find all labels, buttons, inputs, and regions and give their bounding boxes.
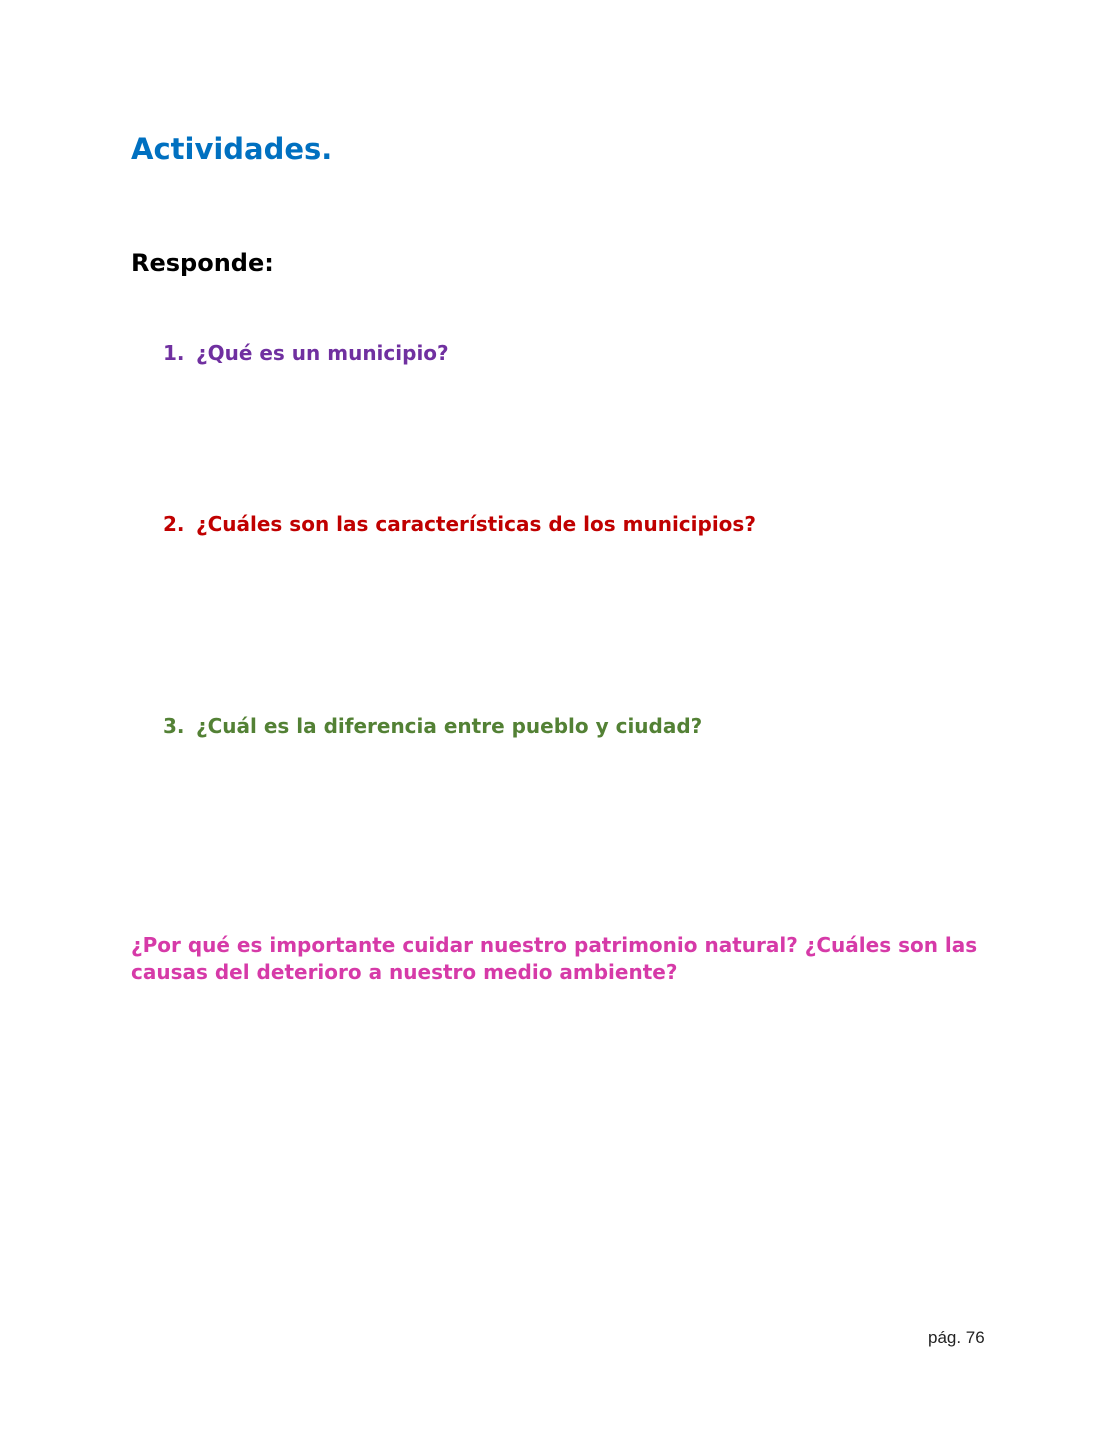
question-item-2 [163,512,756,536]
question-item-1 [163,341,449,365]
page-number: pág. 76 [928,1328,985,1347]
final-question: ¿Por qué es importante cuidar nuestro patrimonio natural? ¿Cuáles son las causas del deterioro a nuestro medio ambiente? [131,933,978,984]
question-number: 2. [163,512,185,536]
question-item-3 [163,714,702,738]
question-text: ¿Cuál es la diferencia entre pueblo y ciudad? [196,714,703,738]
question-number: 3. [163,714,185,738]
question-number: 1. [163,341,185,365]
question-text: ¿Cuáles son las características de los municipios? [196,512,756,536]
question-text: ¿Qué es un municipio? [196,341,449,365]
section-subtitle: Responde: [131,249,274,277]
page-title: Actividades. [131,132,333,166]
